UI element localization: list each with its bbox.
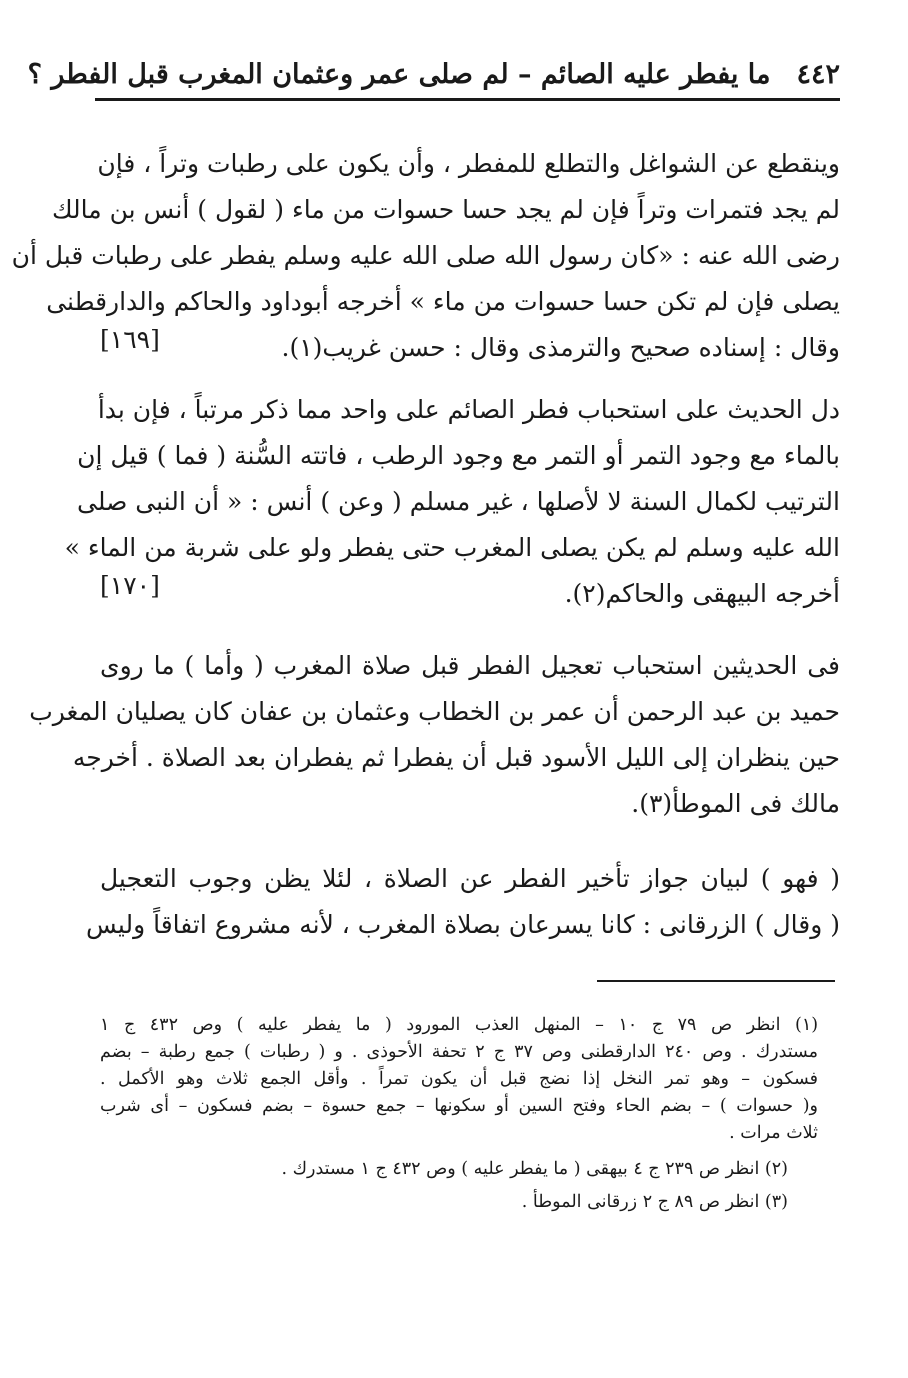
paragraph-3 — [29, 643, 840, 827]
text-line: فى الحديثين استحباب تعجيل الفطر قبل صلاة المغرب ( وأما ) ما روى — [100, 651, 840, 680]
hadith-reference-number: [١٧٠] — [100, 571, 160, 600]
text-line: بالماء مع وجود التمر أو التمر مع وجود الرطب ، فاتته السُّنة ( فما ) قيل إن — [77, 441, 840, 470]
text-line: وينقطع عن الشواغل والتطلع للمفطر ، وأن يكون على رطبات وتراً ، فإن — [97, 149, 840, 178]
paragraph-2 — [64, 387, 840, 617]
text-line: رضى الله عنه : «كان رسول الله صلى الله عليه وسلم يفطر على رطبات قبل أن — [11, 241, 840, 270]
text-line: حميد بن عبد الرحمن أن عمر بن الخطاب وعثمان بن عفان كان يصليان المغرب — [29, 697, 840, 726]
paragraph-1 — [11, 141, 840, 371]
footnote-line: و( حسوات ) – بضم الحاء وفتح السين أو سكونها – جمع حسوة – بضم فسكون – أى شرب — [100, 1096, 818, 1116]
running-title: ما يفطر عليه الصائم – لم صلى عمر وعثمان المغرب قبل الفطر ؟ — [27, 58, 771, 90]
footnote-line: ثلاث مرات . — [729, 1123, 818, 1143]
text-line: دل الحديث على استحباب فطر الصائم على واحد مما ذكر مرتباً ، فإن بدأ — [97, 395, 840, 424]
text-line: الترتيب لكمال السنة لا لأصلها ، غير مسلم ( وعن ) أنس : « أن النبى صلى — [77, 487, 840, 516]
footnote-2: (٢) انظر ص ٢٣٩ ج ٤ بيهقى ( ما يفطر عليه ) وص ٤٣٢ ج ١ مستدرك . — [281, 1159, 788, 1179]
footnote-line: (١) انظر ص ٧٩ ج ١٠ – المنهل العذب المورود ( ما يفطر عليه ) وص ٤٣٢ ج ١ — [100, 1015, 819, 1035]
text-line: وقال : إسناده صحيح والترمذى وقال : حسن غريب(١). — [281, 333, 840, 362]
text-line: الله عليه وسلم لم يكن يصلى المغرب حتى يفطر ولو على شربة من الماء » — [64, 533, 840, 562]
footnotes — [100, 1012, 818, 1219]
hadith-reference-number: [١٦٩] — [100, 325, 160, 354]
footnote-1 — [100, 1012, 818, 1147]
footnote-line: مستدرك . وص ٢٤٠ الدارقطنى وص ٣٧ ج ٢ تحفة الأحوذى . و ( رطبات ) جمع رطبة – بضم — [100, 1042, 819, 1062]
paragraph-4 — [86, 856, 840, 948]
text-line: لم يجد فتمرات وتراً فإن لم يجد حسا حسوات من ماء ( لقول ) أنس بن مالك — [51, 195, 840, 224]
text-line: أخرجه البيهقى والحاكم(٢). — [564, 579, 840, 608]
text-line: يصلى فإن لم تكن حسا حسوات من ماء » أخرجه أبوداود والحاكم والدارقطنى — [46, 287, 840, 316]
text-line: مالك فى الموطأ(٣). — [631, 789, 840, 818]
page-number: ٤٤٢ — [796, 58, 840, 90]
footnote-separator — [597, 980, 835, 982]
footnote-3: (٣) انظر ص ٨٩ ج ٢ زرقانى الموطأ . — [521, 1192, 788, 1212]
text-line: حين ينظران إلى الليل الأسود قبل أن يفطرا ثم يفطران بعد الصلاة . أخرجه — [72, 743, 840, 772]
text-line: ( وقال ) الزرقانى : كانا يسرعان بصلاة المغرب ، لأنه مشروع اتفاقاً وليس — [86, 910, 840, 939]
footnote-line: فسكون – وهو تمر النخل إذا نضج قبل أن يكون تمراً . وأقل الجمع ثلاث وهو الأكمل . — [100, 1069, 818, 1089]
header-rule — [95, 98, 840, 101]
text-line: ( فهو ) لبيان جواز تأخير الفطر عن الصلاة ، لئلا يظن وجوب التعجيل — [100, 864, 840, 893]
running-header — [27, 52, 840, 96]
